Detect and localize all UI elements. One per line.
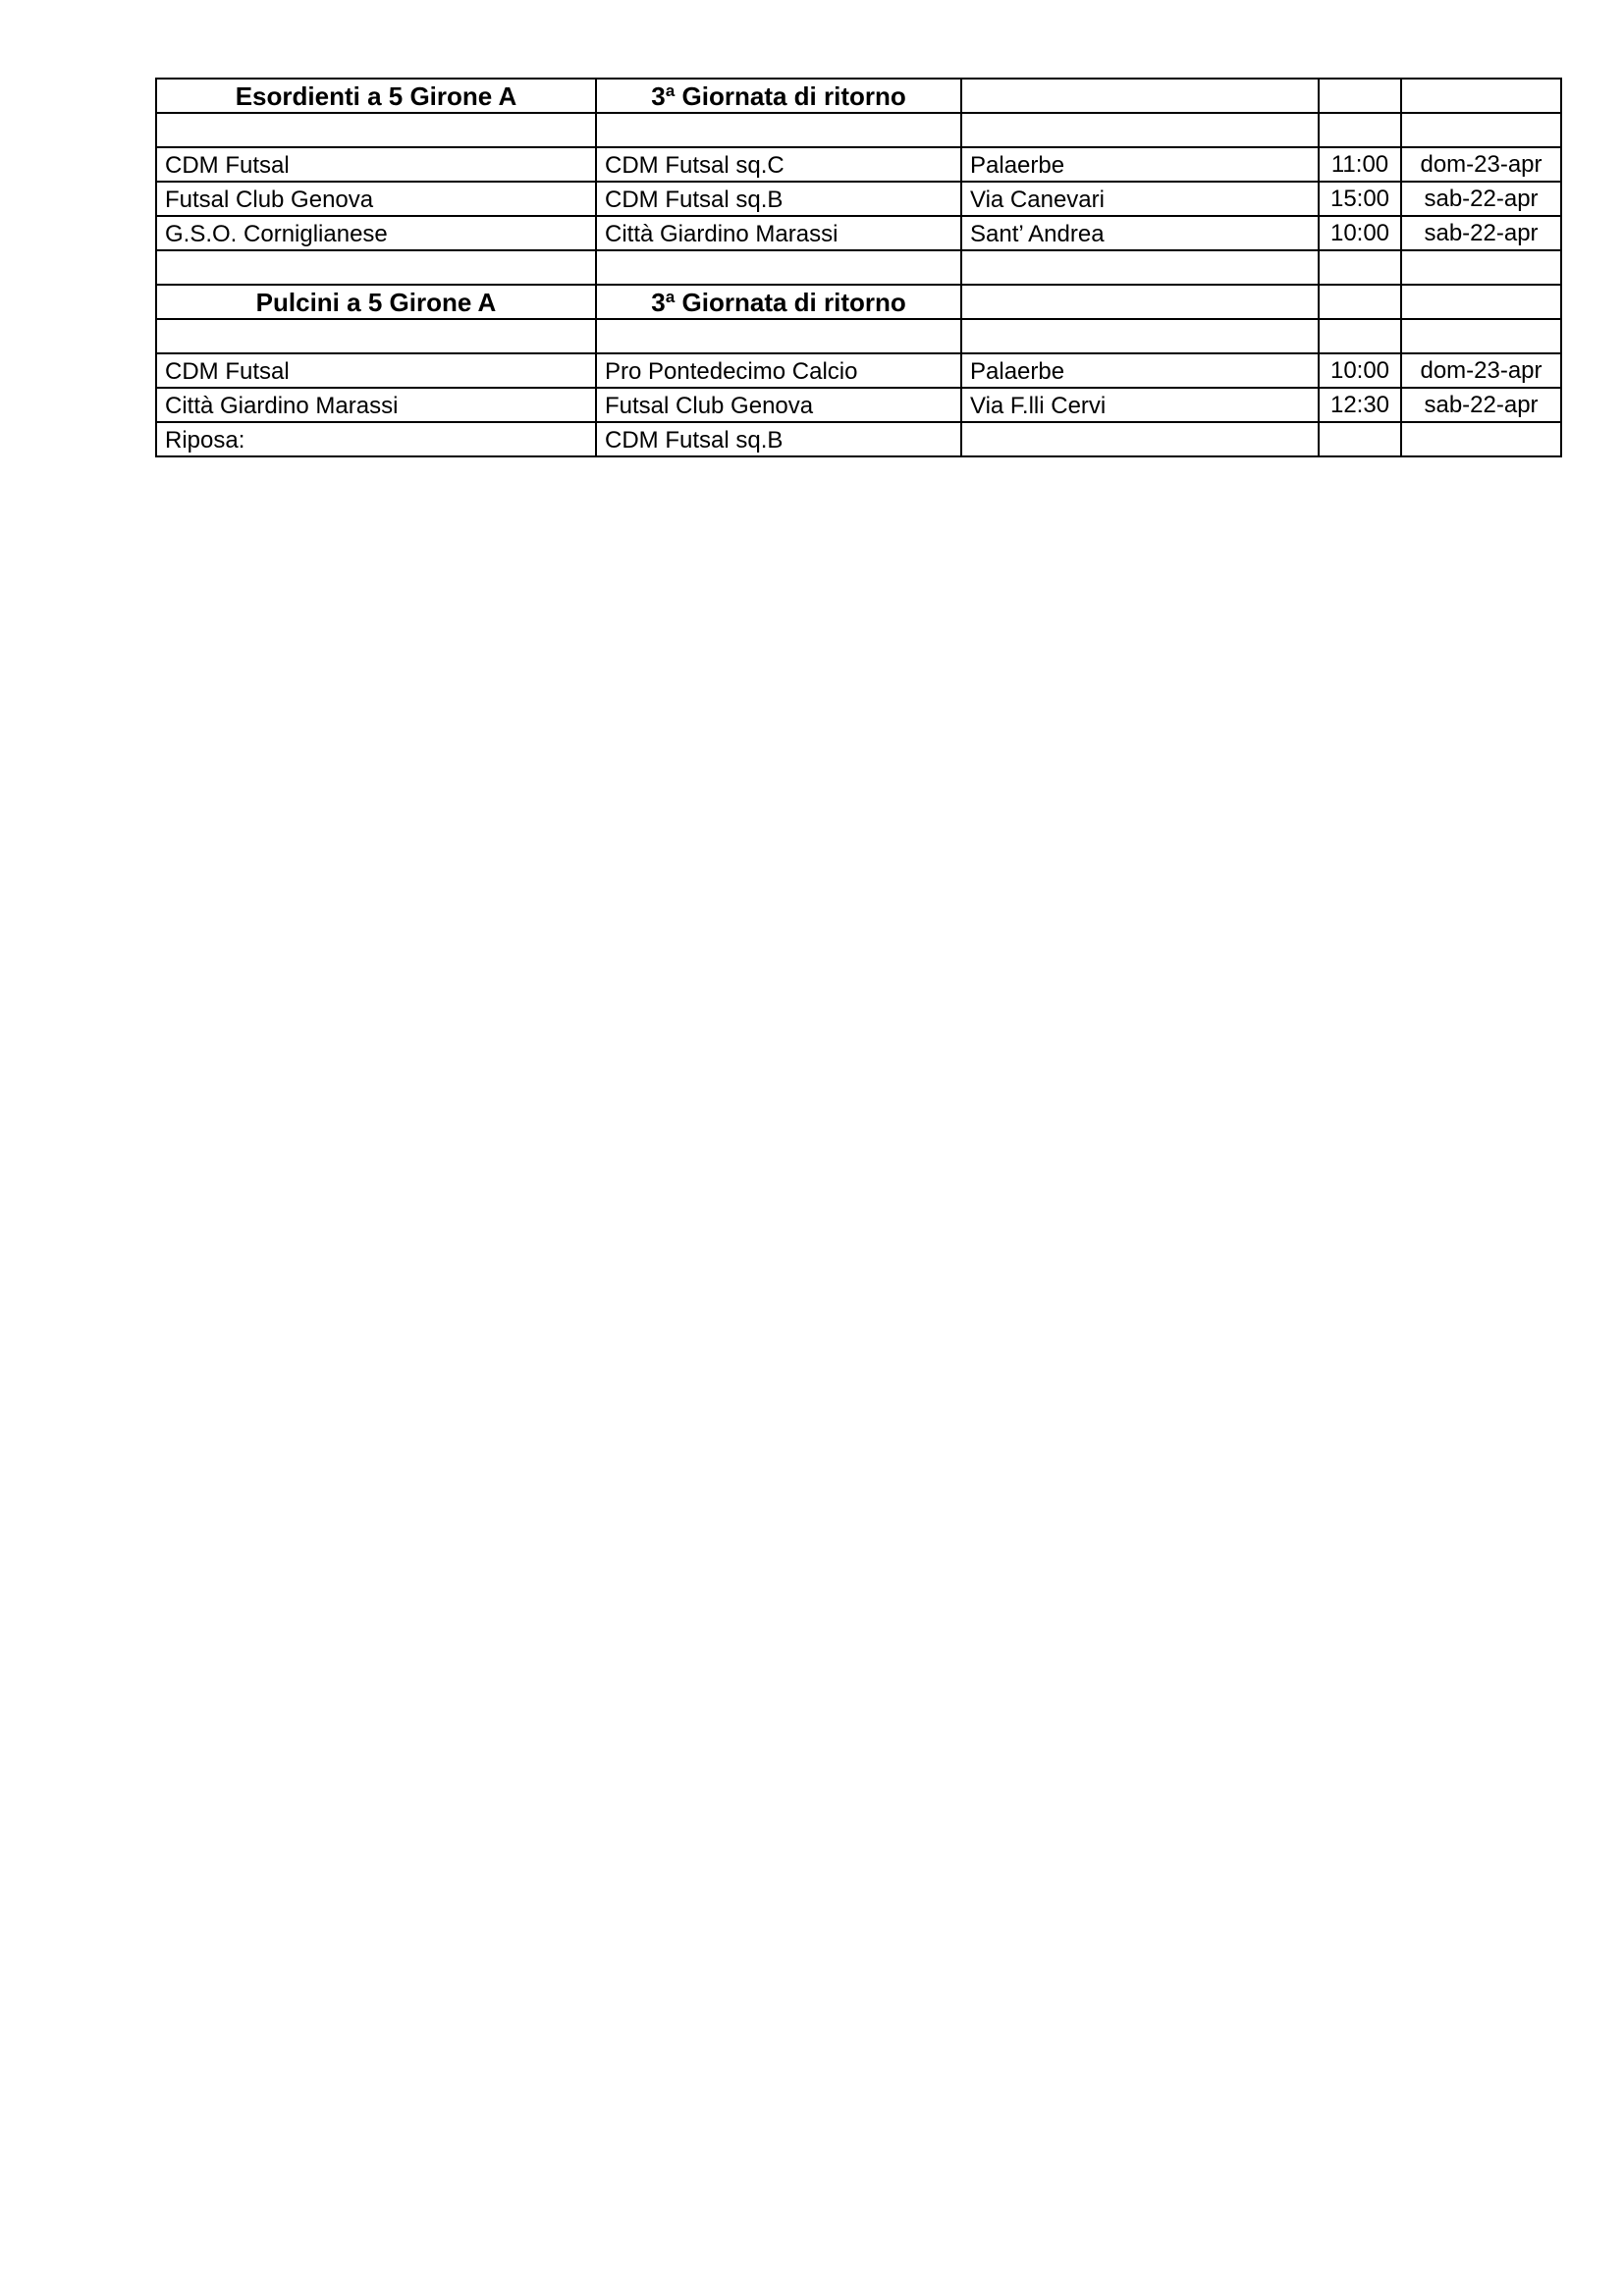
home-team: Città Giardino Marassi (156, 388, 596, 422)
venue: Via F.lli Cervi (961, 388, 1319, 422)
category-title: Pulcini a 5 Girone A (156, 285, 596, 319)
empty-cell (1319, 79, 1401, 113)
match-time: 10:00 (1319, 216, 1401, 250)
away-team: Pro Pontedecimo Calcio (596, 353, 961, 388)
empty-cell (1401, 285, 1561, 319)
round-title: 3ª Giornata di ritorno (596, 79, 961, 113)
venue: Palaerbe (961, 353, 1319, 388)
schedule-table (155, 78, 1562, 457)
section-header-row (156, 285, 1561, 319)
category-title: Esordienti a 5 Girone A (156, 79, 596, 113)
match-row (156, 353, 1561, 388)
match-date: sab-22-apr (1401, 388, 1561, 422)
home-team: G.S.O. Corniglianese (156, 216, 596, 250)
empty-cell (1401, 79, 1561, 113)
empty-cell (961, 285, 1319, 319)
rest-team: CDM Futsal sq.B (596, 422, 961, 456)
empty-cell (961, 79, 1319, 113)
match-date: sab-22-apr (1401, 182, 1561, 216)
rest-row (156, 422, 1561, 456)
match-row (156, 216, 1561, 250)
match-time: 11:00 (1319, 147, 1401, 182)
home-team: CDM Futsal (156, 147, 596, 182)
match-row (156, 147, 1561, 182)
home-team: Futsal Club Genova (156, 182, 596, 216)
away-team: CDM Futsal sq.C (596, 147, 961, 182)
spacer-row (156, 113, 1561, 147)
match-row (156, 388, 1561, 422)
home-team: CDM Futsal (156, 353, 596, 388)
match-time: 12:30 (1319, 388, 1401, 422)
away-team: CDM Futsal sq.B (596, 182, 961, 216)
match-row (156, 182, 1561, 216)
venue: Via Canevari (961, 182, 1319, 216)
spacer-row (156, 319, 1561, 353)
match-date: dom-23-apr (1401, 353, 1561, 388)
away-team: Città Giardino Marassi (596, 216, 961, 250)
empty-cell (1319, 285, 1401, 319)
match-time: 10:00 (1319, 353, 1401, 388)
spacer-row (156, 250, 1561, 285)
round-title: 3ª Giornata di ritorno (596, 285, 961, 319)
match-date: sab-22-apr (1401, 216, 1561, 250)
section-header-row (156, 79, 1561, 113)
match-date: dom-23-apr (1401, 147, 1561, 182)
venue: Palaerbe (961, 147, 1319, 182)
match-time: 15:00 (1319, 182, 1401, 216)
rest-label: Riposa: (156, 422, 596, 456)
away-team: Futsal Club Genova (596, 388, 961, 422)
venue: Sant’ Andrea (961, 216, 1319, 250)
